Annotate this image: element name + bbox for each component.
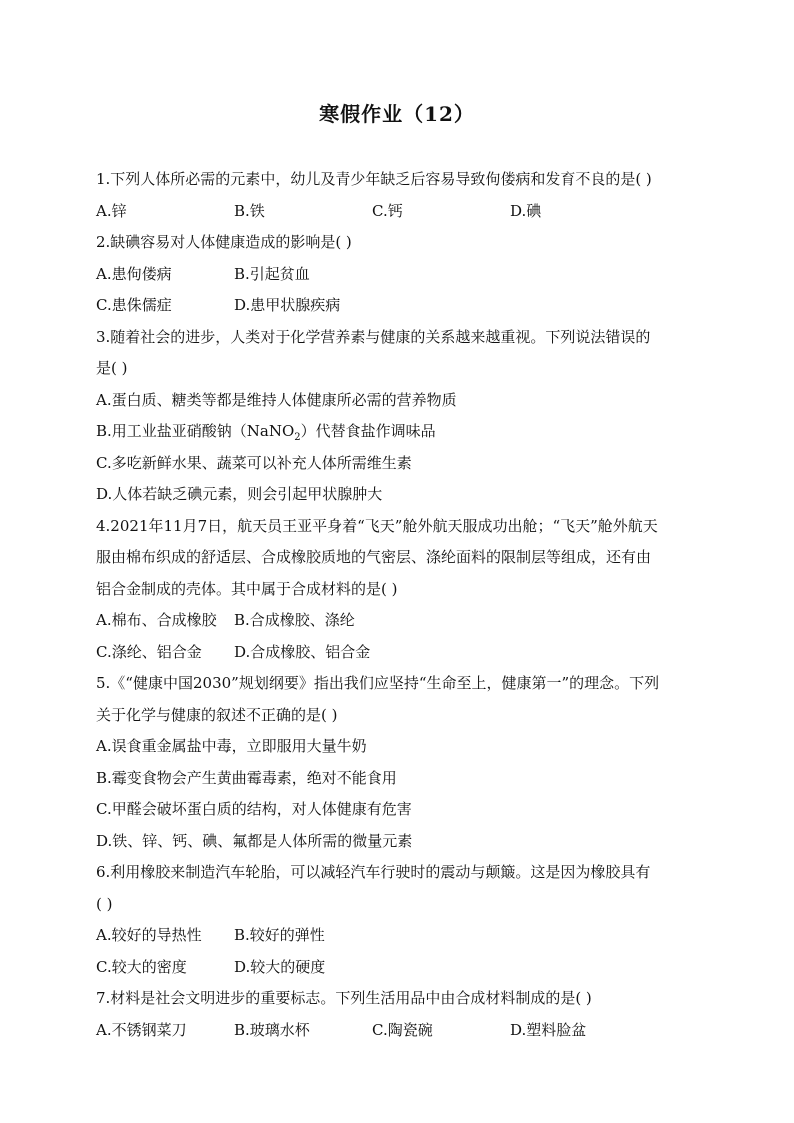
question-stem: 4.2021年11月7日，航天员王亚平身着“飞天”舱外航天服成功出舱；“飞天”舱外航天 <box>96 516 658 535</box>
option-c: C.较大的密度 <box>96 957 187 976</box>
option-a: A.棉布、合成橡胶 <box>96 611 217 629</box>
option-b: B.玻璃水杯 <box>234 1020 310 1039</box>
question-list <box>96 164 696 1046</box>
question-stem: 7.材料是社会文明进步的重要标志。下列生活用品中由合成材料制成的是( ) <box>96 989 592 1007</box>
question-2 <box>96 227 696 322</box>
question-3 <box>96 322 696 511</box>
question-1 <box>96 164 696 227</box>
options-row <box>96 196 696 228</box>
options-row <box>96 259 696 291</box>
options-row <box>96 920 696 952</box>
option-a: A.锌 <box>96 201 127 220</box>
option-c: C.患侏儒症 <box>96 296 172 314</box>
option-b: B.铁 <box>234 201 265 220</box>
option-a: A.患佝偻病 <box>96 264 172 283</box>
option-b-text: ）代替食盐作调味品 <box>300 422 436 440</box>
option-a: A.蛋白质、糖类等都是维持人体健康所必需的营养物质 <box>96 390 457 409</box>
option-c: C.涤纶、铝合金 <box>96 642 202 661</box>
question-stem: 3.随着社会的进步，人类对于化学营养素与健康的关系越来越重视。下列说法错误的 <box>96 327 651 346</box>
option-b: B.较好的弹性 <box>234 926 325 944</box>
option-b <box>96 416 696 448</box>
option-d: D.较大的硬度 <box>234 957 326 976</box>
question-6 <box>96 857 696 983</box>
question-stem: 服由棉布织成的舒适层、合成橡胶质地的气密层、涤纶面料的限制层等组成，还有由 <box>96 548 652 566</box>
subscript: 2 <box>294 432 301 443</box>
option-d: D.人体若缺乏碘元素，则会引起甲状腺肿大 <box>96 485 383 503</box>
options-row <box>96 637 696 669</box>
option-b-text: B.用工业盐亚硝酸钠（NaNO <box>96 422 295 440</box>
option-d: D.碘 <box>510 201 542 220</box>
option-c: C.钙 <box>372 201 403 220</box>
option-a: A.较好的导热性 <box>96 926 202 944</box>
question-7 <box>96 983 696 1046</box>
option-b: B.霉变食物会产生黄曲霉毒素，绝对不能食用 <box>96 768 397 787</box>
option-d: D.塑料脸盆 <box>510 1020 587 1039</box>
option-a: A.误食重金属盐中毒，立即服用大量牛奶 <box>96 737 367 755</box>
options-row <box>96 952 696 984</box>
question-stem: 5.《“健康中国2030”规划纲要》指出我们应坚持“生命至上，健康第一”的理念。下列 <box>96 674 660 692</box>
option-d: D.合成橡胶、铝合金 <box>234 642 371 661</box>
option-a: A.不锈钢菜刀 <box>96 1020 187 1039</box>
question-stem: 6.利用橡胶来制造汽车轮胎，可以减轻汽车行驶时的震动与颠簸。这是因为橡胶具有 <box>96 863 651 881</box>
options-row <box>96 605 696 637</box>
question-stem: 是( ) <box>96 359 128 377</box>
option-b: B.引起贫血 <box>234 264 310 283</box>
option-c: C.陶瓷碗 <box>372 1020 433 1039</box>
question-stem: ( ) <box>96 894 113 913</box>
option-c: C.甲醛会破坏蛋白质的结构，对人体健康有危害 <box>96 800 412 818</box>
question-stem: 2.缺碘容易对人体健康造成的影响是( ) <box>96 233 352 251</box>
question-5 <box>96 668 696 857</box>
options-row <box>96 290 696 322</box>
question-stem: 铝合金制成的壳体。其中属于合成材料的是( ) <box>96 579 398 598</box>
question-stem: 1.下列人体所必需的元素中，幼儿及青少年缺乏后容易导致佝偻病和发育不良的是( ) <box>96 170 652 188</box>
option-b: B.合成橡胶、涤纶 <box>234 611 355 629</box>
question-4 <box>96 511 696 669</box>
page-title: 寒假作业（12） <box>319 102 475 126</box>
question-stem: 关于化学与健康的叙述不正确的是( ) <box>96 705 338 724</box>
option-c: C.多吃新鲜水果、蔬菜可以补充人体所需维生素 <box>96 453 412 472</box>
options-row <box>96 1015 696 1047</box>
option-d: D.铁、锌、钙、碘、氟都是人体所需的微量元素 <box>96 831 413 850</box>
option-d: D.患甲状腺疾病 <box>234 296 341 314</box>
